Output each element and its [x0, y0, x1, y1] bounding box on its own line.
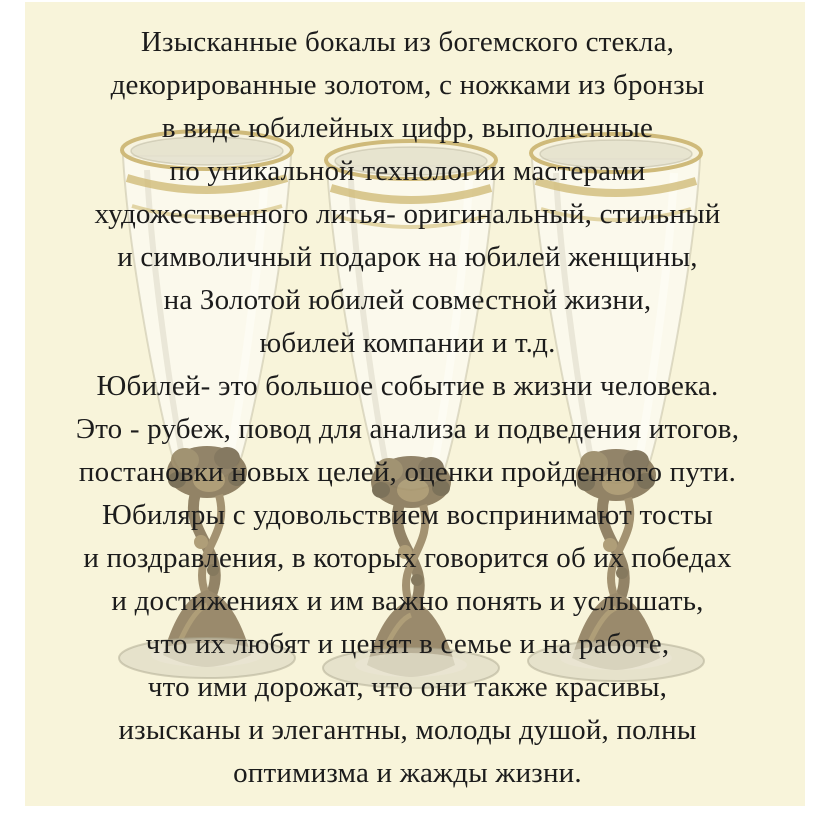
text-line: Изысканные бокалы из богемского стекла, [140, 26, 675, 58]
text-line: по уникальной технологии мастерами [169, 155, 646, 187]
text-line: постановки новых целей, оценки пройденного пути. [78, 456, 737, 488]
text-line: в виде юбилейных цифр, выполненные [161, 112, 654, 144]
text-line: что ими дорожат, что они также красивы, [147, 671, 668, 703]
text-line: художественного литья- оригинальный, стильный [94, 198, 721, 230]
text-line: и поздравления, в которых говорится об их победах [83, 542, 732, 574]
text-line: и символичный подарок на юбилей женщины, [117, 241, 698, 273]
text-line: юбилей компании и т.д. [259, 327, 556, 359]
text-line: на Золотой юбилей совместной жизни, [163, 284, 652, 316]
text-line: что их любят и ценят в семье и на работе, [145, 628, 670, 660]
text-line: Юбилей- это большое событие в жизни человека. [96, 370, 719, 402]
text-line: Юбиляры с удовольствием воспринимают тосты [101, 499, 714, 531]
text-line: декорированные золотом, с ножками из бронзы [110, 69, 705, 101]
text-line: оптимизма и жажды жизни. [233, 757, 582, 789]
photo-background [25, 2, 805, 806]
quote-text-block [25, 2, 805, 806]
text-line: изысканы и элегантны, молоды душой, полны [118, 714, 697, 746]
text-line: Это - рубеж, повод для анализа и подведения итогов, [75, 413, 740, 445]
text-line: и достижениях и им важно понять и услышать, [111, 585, 704, 617]
